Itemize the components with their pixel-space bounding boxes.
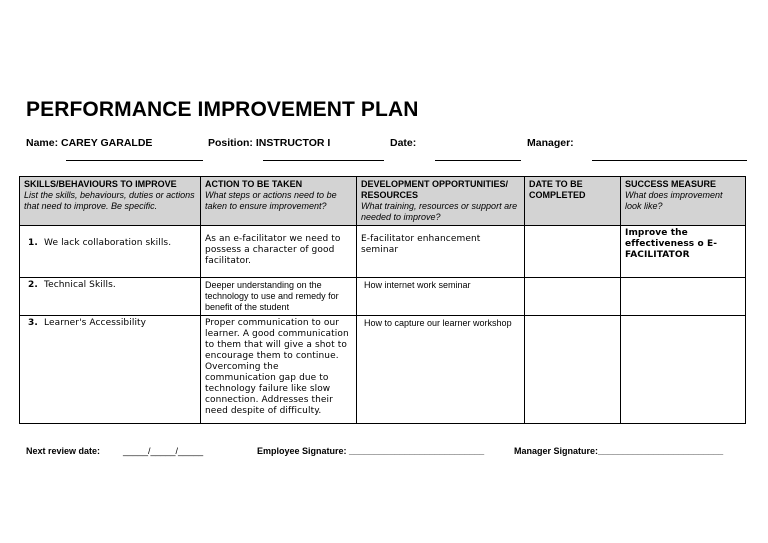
date-field: Date:: [390, 137, 417, 149]
name-underline[interactable]: [66, 160, 203, 161]
page-title: PERFORMANCE IMPROVEMENT PLAN: [26, 98, 419, 121]
header-date: DATE TO BE COMPLETED: [525, 177, 621, 226]
success-cell[interactable]: [621, 278, 746, 316]
action-cell[interactable]: As an e-facilitator we need to possess a character of good facilitator.: [201, 226, 357, 278]
action-cell[interactable]: Deeper understanding on the technology to use and remedy for benefit of the student: [201, 278, 357, 316]
table-row: [20, 316, 746, 424]
action-cell[interactable]: Proper communication to our learner. A good communication to them that will give a shot to encourage them to continue. Overcoming the communication gap due to technology failure like slow connection. Addresses their need despite of difficulty.: [201, 316, 357, 424]
header-success: SUCCESS MEASURE What does improvement look like?: [621, 177, 746, 226]
date-cell[interactable]: [525, 278, 621, 316]
employee-signature-line[interactable]: Employee Signature: ___________________________: [257, 446, 485, 456]
date-cell[interactable]: [525, 226, 621, 278]
manager-field: Manager:: [527, 137, 574, 149]
improvement-plan-table: [19, 176, 746, 424]
date-cell[interactable]: [525, 316, 621, 424]
development-cell[interactable]: How to capture our learner workshop: [357, 316, 525, 424]
skill-cell[interactable]: 3. Learner's Accessibility: [20, 316, 201, 424]
table-row: [20, 278, 746, 316]
header-development: DEVELOPMENT OPPORTUNITIES/ RESOURCES What training, resources or support are needed to improve?: [357, 177, 525, 226]
development-cell[interactable]: How internet work seminar: [357, 278, 525, 316]
success-cell[interactable]: Improve the effectiveness o E-FACILITATOR: [621, 226, 746, 278]
header-skills: SKILLS/BEHAVIOURS TO IMPROVE List the skills, behaviours, duties or actions that need to improve. Be specific.: [20, 177, 201, 226]
next-review-label: Next review date:: [26, 446, 101, 456]
next-review-date-blank[interactable]: _____/_____/_____: [123, 446, 204, 456]
skill-cell[interactable]: 1. We lack collaboration skills.: [20, 226, 201, 278]
success-cell[interactable]: [621, 316, 746, 424]
name-field: Name: CAREY GARALDE: [26, 137, 153, 149]
table-row: [20, 226, 746, 278]
table-header-row: [20, 177, 746, 226]
position-field: Position: INSTRUCTOR I: [208, 137, 331, 149]
manager-underline[interactable]: [592, 160, 747, 161]
date-underline[interactable]: [435, 160, 521, 161]
skill-cell[interactable]: 2. Technical Skills.: [20, 278, 201, 316]
development-cell[interactable]: E-facilitator enhancement seminar: [357, 226, 525, 278]
header-action: ACTION TO BE TAKEN What steps or actions need to be taken to ensure improvement?: [201, 177, 357, 226]
manager-signature-line[interactable]: Manager Signature:_________________________: [514, 446, 724, 456]
position-underline[interactable]: [263, 160, 384, 161]
